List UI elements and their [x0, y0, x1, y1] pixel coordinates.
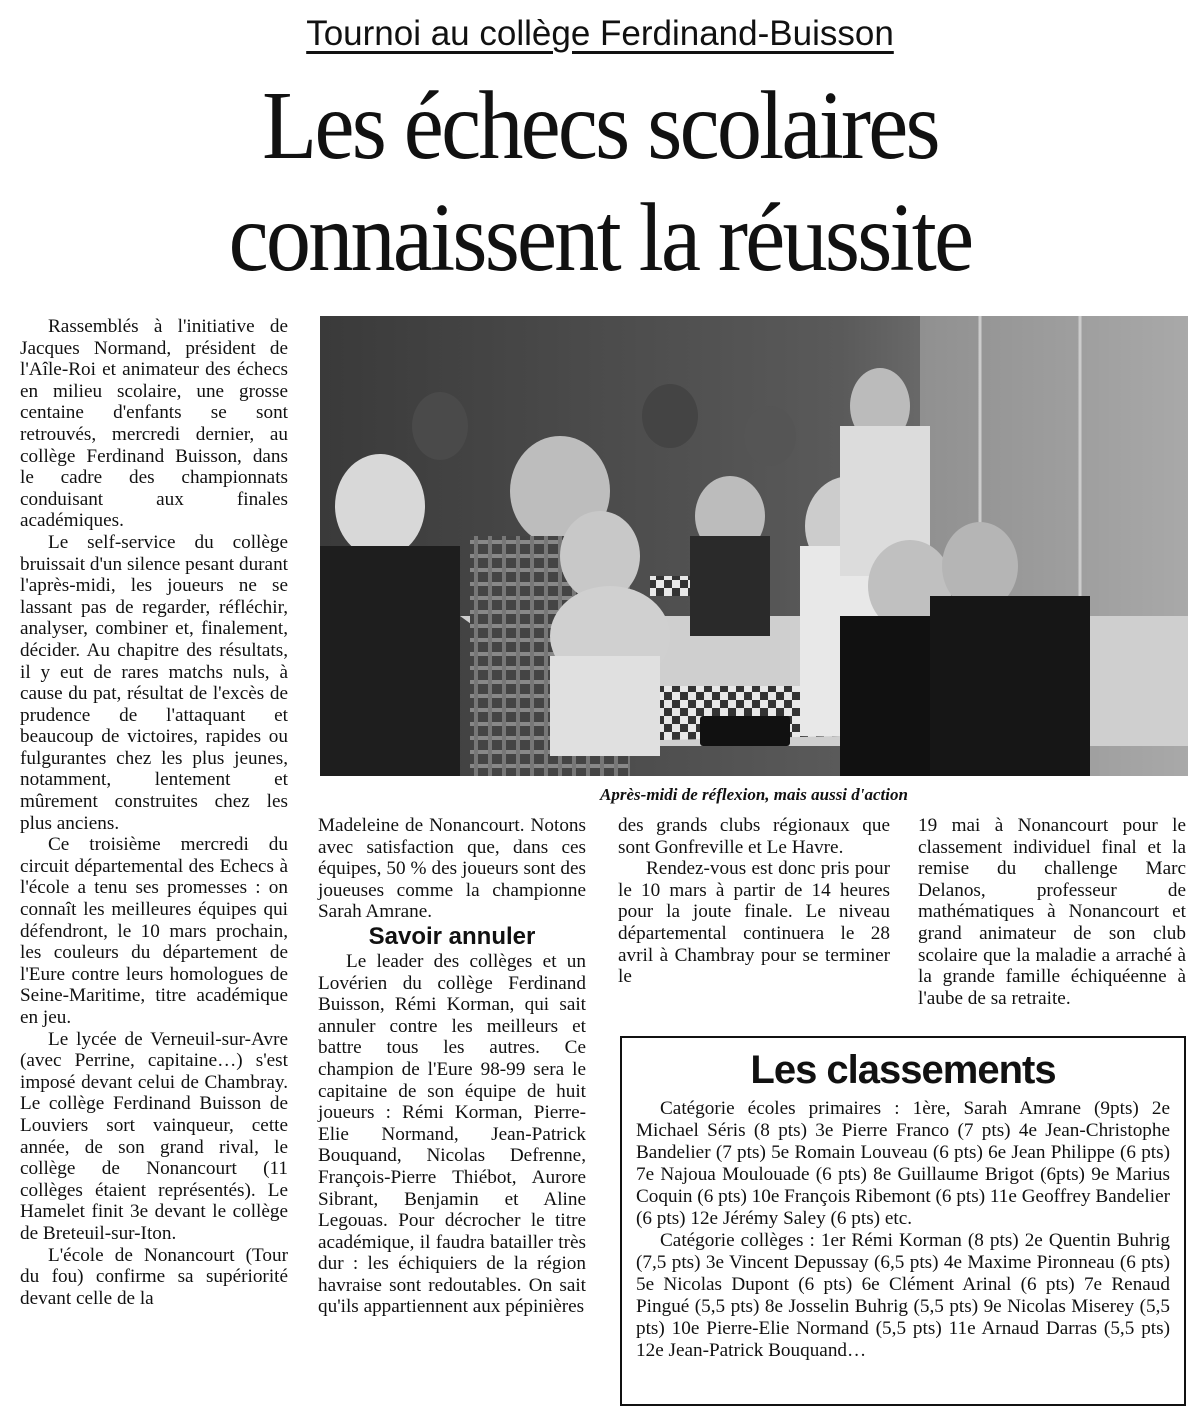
paragraph: des grands clubs régionaux que sont Gonfreville et Le Havre.	[618, 815, 890, 858]
paragraph: L'école de Nonancourt (Tour du fou) confirme sa supériorité devant celle de la	[20, 1244, 288, 1309]
rankings-box	[620, 1036, 1186, 1406]
kicker-heading	[0, 12, 1200, 56]
paragraph: Ce troisième mercredi du circuit départemental des Echecs à l'école a tenu ses promesses : on connaît les meilleures équipes qui défendront, le 10 mars prochain, les couleurs du département de l'Eure contre leurs homologues de Seine-Maritime, titre académique en jeu.	[20, 834, 288, 1028]
rankings-primary-schools: Catégorie écoles primaires : 1ère, Sarah Amrane (9pts) 2e Michael Séris (8 pts) 3e Pierre Franco (7 pts) 4e Jean-Christophe Bandelier (7 pts) 5e Romain Louveau (6 pts) 6e Jean Philippe (6 pts) 7e Najoua Moulouade (6 pts) 8e Guillaume Brigot (6pts) 9e Marius Coquin (6 pts) 10e François Ribemont (6 pts) 11e Geoffrey Bandelier (6 pts) 12e Jérémy Saley (6 pts) etc.	[636, 1098, 1170, 1229]
paragraph: Le self-service du collège bruissait d'un silence pesant durant l'après-midi, les joueurs ne se lassant pas de regarder, réfléchir, analyser, combiner et, finalement, décider. Au chapitre des résultats, il y eut de rares matchs nuls, à cause du pat, résultat de l'excès de prudence de l'attaquant et beaucoup de victoires, rapides ou fulgurantes chez les plus jeunes, notamment, lentement et mûrement construites chez les plus anciens.	[20, 531, 288, 834]
paragraph: Le lycée de Verneuil-sur-Avre (avec Perrine, capitaine…) s'est imposé devant celui de Chambray. Le collège Ferdinand Buisson de Louviers sort vainqueur, cette année, de son grand rival, le collège de Nonancourt (11 collèges étaient représentés). Le Hamelet finit 3e devant le collège de Breteuil-sur-Iton.	[20, 1028, 288, 1244]
headline-line-1: Les échecs scolaires	[262, 72, 938, 180]
headline	[48, 70, 1152, 294]
photo-caption: Après-midi de réflexion, mais aussi d'action	[600, 785, 908, 804]
headline-line-2: connaissent la réussite	[228, 184, 972, 292]
article-column-1	[20, 316, 288, 1309]
kicker-text: Tournoi au collège Ferdinand-Buisson	[306, 14, 894, 53]
paragraph: Le leader des collèges et un Lovérien du collège Ferdinand Buisson, Rémi Korman, qui sait annuler contre les meilleurs et battre tous les autres. Ce champion de l'Eure 98-99 sera le capitaine de son équipe de huit joueurs : Rémi Korman, Pierre-Elie Normand, Jean-Patrick Bouquand, Nicolas Defrenne, François-Pierre Thiébot, Aurore Sibrant, Benjamin et Aline Legouas. Pour décrocher le titre académique, il faudra batailler très dur : les échiquiers de la région havraise sont redoutables. On sait qu'ils appartiennent aux pépinières	[318, 950, 586, 1318]
paragraph: Madeleine de Nonancourt. Notons avec satisfaction que, dans ces équipes, 50 % des joueurs sont des joueuses comme la championne Sarah Amrane.	[318, 815, 586, 923]
paragraph: Rendez-vous est donc pris pour le 10 mars à partir de 14 heures pour la joute finale. Le niveau départemental continuera le 28 avril à Chambray pour se terminer le	[618, 858, 890, 988]
article-column-2	[318, 815, 586, 1318]
rankings-title: Les classements	[750, 1048, 1056, 1092]
rankings-colleges: Catégorie collèges : 1er Rémi Korman (8 pts) 2e Quentin Buhrig (7,5 pts) 3e Vincent Depussay (6,5 pts) 4e Maxime Pironneau (6 pts) 5e Nicolas Dupont (6 pts) 6e Clément Arinal (6 pts) 7e Renaud Pingué (5,5 pts) 8e Josselin Buhrig (5,5 pts) 9e Nicolas Miserey (5,5 pts) 10e Pierre-Elie Normand (5,5 pts) 11e Arnaud Darras (5,5 pts) 12e Jean-Patrick Bouquand…	[636, 1230, 1170, 1361]
subheading: Savoir annuler	[368, 922, 536, 950]
paragraph: Rassemblés à l'initiative de Jacques Normand, président de l'Aîle-Roi et animateur des échecs en milieu scolaire, une grosse centaine d'enfants se sont retrouvés, mercredi dernier, au collège Ferdinand Buisson, dans le cadre des championnats conduisant aux finales académiques.	[20, 316, 288, 532]
paragraph: 19 mai à Nonancourt pour le classement individuel final et la remise du challenge Marc Delanos, professeur de mathématiques à Nonancourt et grand animateur de son club scolaire que la maladie a arraché à la grande famille échiquéenne à l'aube de sa retraite.	[918, 815, 1186, 1009]
article-column-4	[918, 815, 1186, 1009]
photo-illustration	[320, 316, 1188, 776]
article-column-3	[618, 815, 890, 988]
chess-tournament-photo	[320, 316, 1188, 776]
